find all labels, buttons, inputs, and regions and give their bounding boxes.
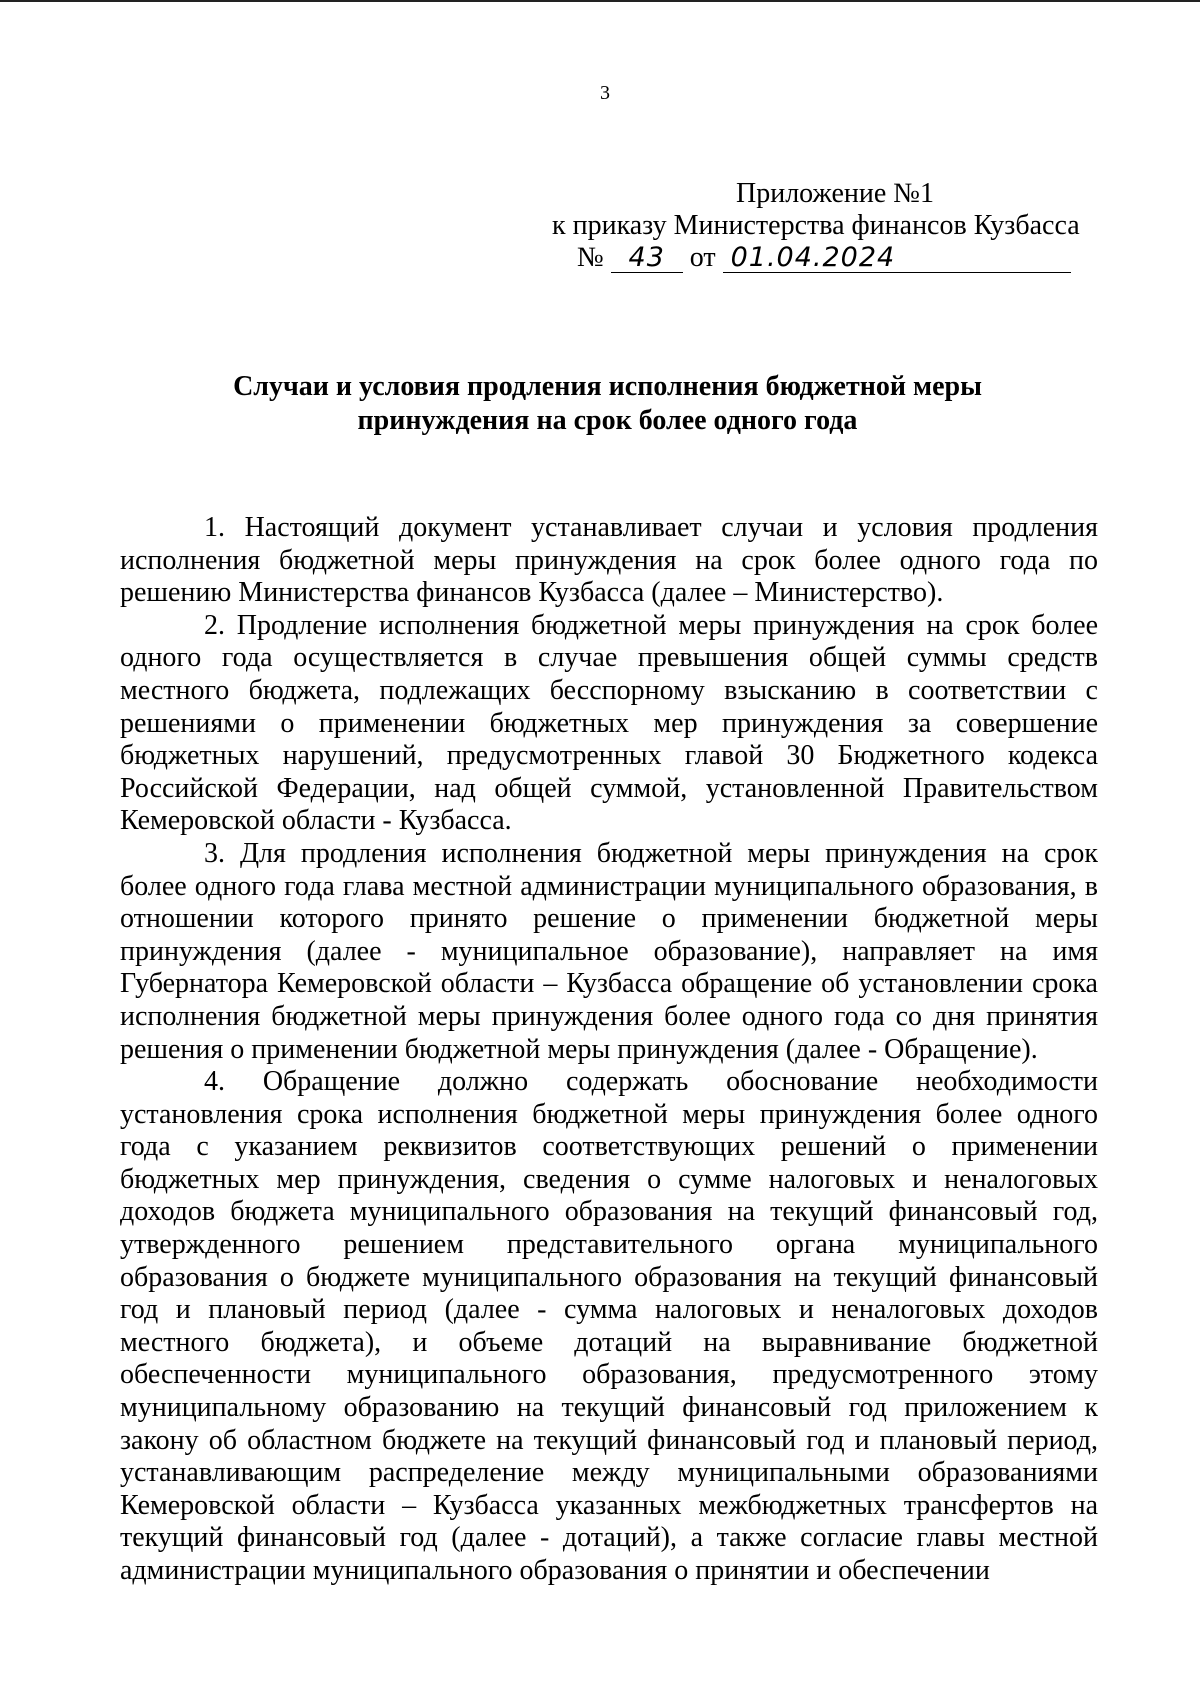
order-number-handwritten: 43 [611,244,683,273]
appendix-header [552,178,1092,278]
document-title [120,370,1095,438]
appendix-title: Приложение №1 [736,178,934,209]
title-line: Случаи и условия продления исполнения бюджетной меры [233,371,982,402]
paragraph-4: 4. Обращение должно содержать обоснование необходимости установления срока исполнения бюджетной меры принуждения более одного года с указанием реквизитов соответствующих решений о применении бюджетных мер принуждения, сведения о сумме налоговых и неналоговых доходов бюджета муниципального образования на текущий финансовый год, утвержденного решением представительного органа муниципального образования о бюджете муниципального образования на текущий финансовый год и плановый период (далее - сумма налоговых и неналоговых доходов местного бюджета), и объеме дотаций на выравнивание бюджетной обеспеченности муниципального образования, предусмотренного этому муниципальному образованию на текущий финансовый год приложением к закону об областном бюджете на текущий финансовый год и плановый период, устанавливающим распределение между муниципальными образованиями Кемеровской области – Кузбасса указанных межбюджетных трансфертов на текущий финансовый год (далее - дотаций), а также согласие главы местной администрации муниципального образования о принятии и обеспечении [120,1066,1098,1586]
page-number: 3 [600,82,610,104]
appendix-order-number-date [552,242,1092,278]
document-body [120,512,1098,1588]
number-prefix: № [577,242,604,273]
paragraph-3: 3. Для продления исполнения бюджетной меры принуждения на срок более одного года глава местной администрации муниципального образования, в отношении которого принято решение о применении бюджетной меры принуждения (далее - муниципальное образование), направляет на имя Губернатора Кемеровской области – Кузбасса обращение об установлении срока исполнения бюджетной меры принуждения более одного года со дня принятия решения о применении бюджетной меры принуждения (далее - Обращение). [120,837,1098,1065]
title-line: принуждения на срок более одного года [357,405,858,436]
appendix-order-ref: к приказу Министерства финансов Кузбасса [552,210,1080,241]
paragraph-1: 1. Настоящий документ устанавливает случаи и условия продления исполнения бюджетной меры принуждения на срок более одного года по решению Министерства финансов Кузбасса (далее – Министерство). [120,512,1098,609]
date-prefix: от [689,242,716,273]
paragraph-2: 2. Продление исполнения бюджетной меры принуждения на срок более одного года осуществляется в случае превышения общей суммы средств местного бюджета, подлежащих бесспорному взысканию в соответствии с решениями о применении бюджетных мер принуждения за совершение бюджетных нарушений, предусмотренных главой 30 Бюджетного кодекса Российской Федерации, над общей суммой, установленной Правительством Кемеровской области - Кузбасса. [120,609,1098,837]
order-date-handwritten: 01.04.2024 [723,244,1071,273]
page-border [0,0,1200,2]
